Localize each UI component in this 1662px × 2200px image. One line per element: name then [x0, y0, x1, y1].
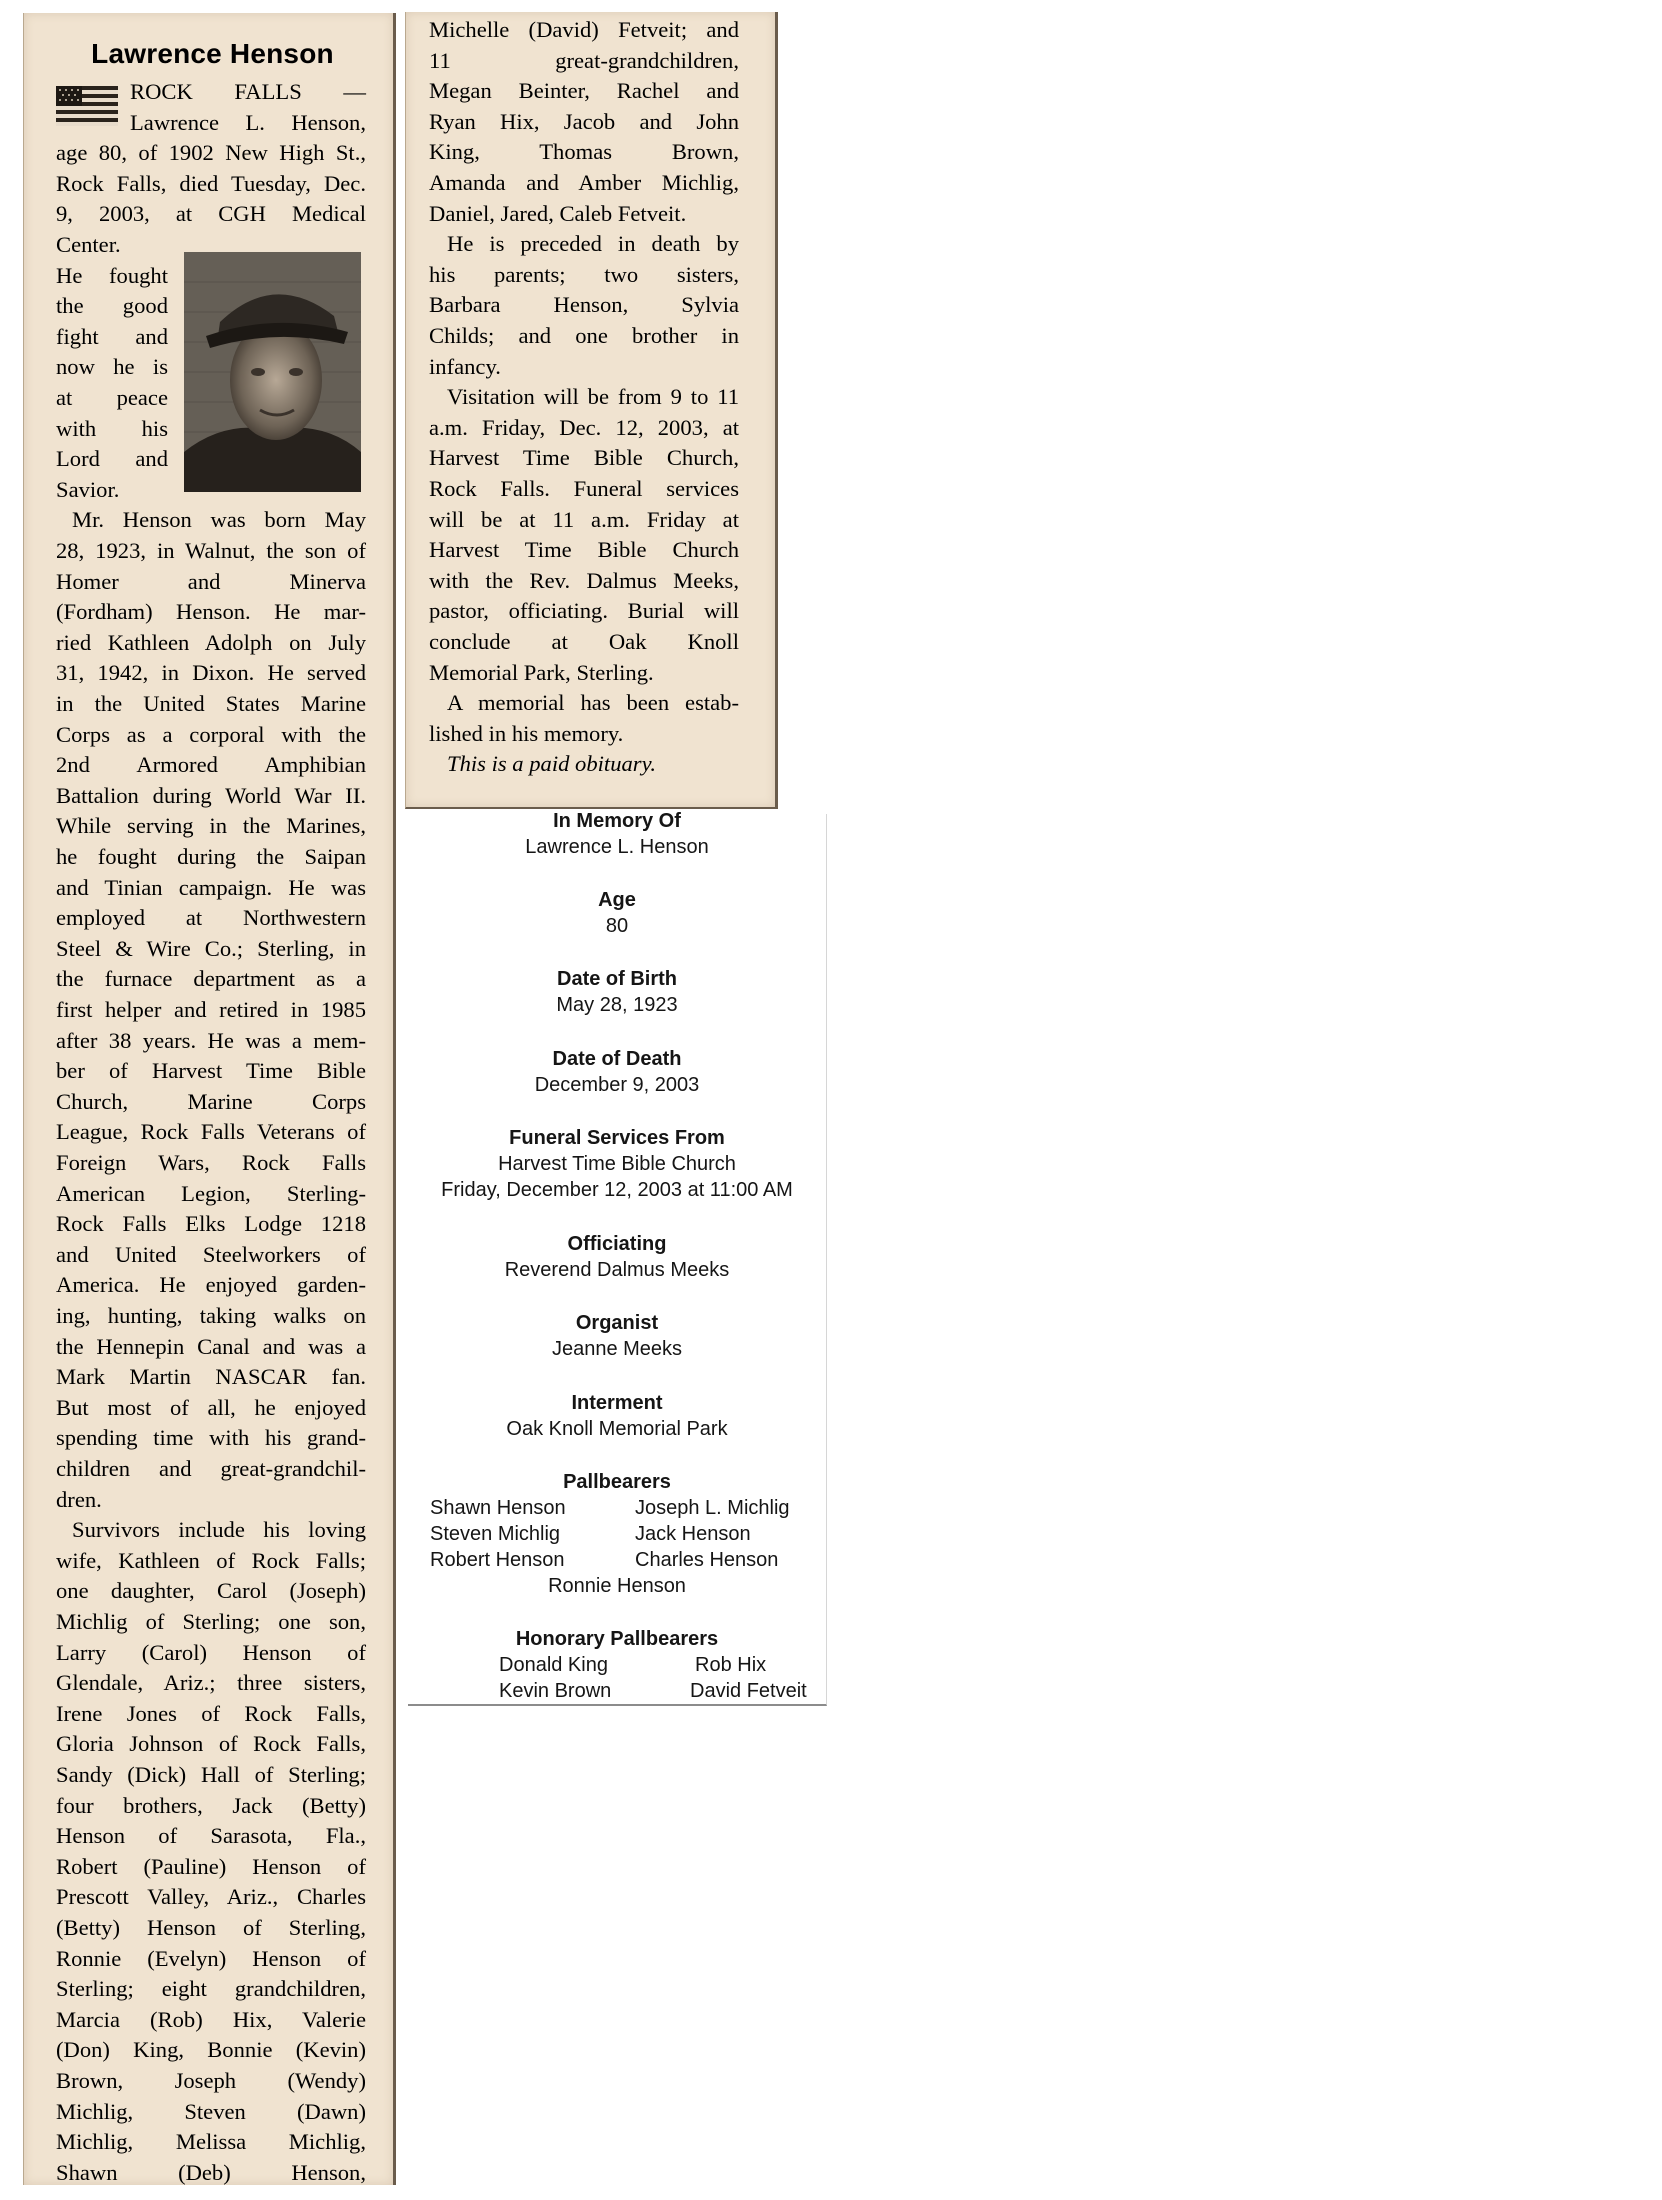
- obituary-text-line: 9, 2003, at CGH Medical: [56, 201, 366, 227]
- obituary-text-line: America. He enjoyed garden-: [56, 1272, 366, 1298]
- obituary-text-line: But most of all, he enjoyed: [56, 1394, 366, 1420]
- obituary-text-line: Lord and: [56, 446, 168, 472]
- obituary-text-line: with the Rev. Dalmus Meeks,: [429, 567, 739, 593]
- obituary-text-line: Larry (Carol) Henson of: [56, 1639, 366, 1665]
- obituary-text-line: he fought during the Saipan: [56, 844, 366, 869]
- obituary-text-line: Sandy (Dick) Hall of Sterling;: [56, 1762, 366, 1787]
- obituary-text-line: now he is: [56, 354, 168, 380]
- us-flag-icon: [56, 86, 118, 126]
- obituary-text-line: spending time with his grand-: [56, 1425, 366, 1451]
- obituary-text-line: King, Thomas Brown,: [429, 139, 739, 165]
- obituary-text-line: ROCK FALLS —: [130, 79, 366, 104]
- obituary-text-line: his parents; two sisters,: [429, 261, 739, 287]
- interment-value: Oak Knoll Memorial Park: [506, 1418, 728, 1440]
- obituary-text-line: dren.: [56, 1486, 102, 1512]
- obituary-text-line: age 80, of 1902 New High St.,: [56, 140, 366, 166]
- obituary-text-line: children and great-grandchil-: [56, 1456, 366, 1481]
- honorary-pallbearer-name: Donald King: [499, 1654, 608, 1676]
- in-memory-heading: In Memory Of: [553, 810, 681, 832]
- pallbearer-name: Joseph L. Michlig: [635, 1497, 790, 1519]
- obituary-text-line: Michelle (David) Fetveit; and: [429, 17, 739, 42]
- obituary-text-line: Michlig, Melissa Michlig,: [56, 2129, 366, 2155]
- birth-value: May 28, 1923: [556, 994, 678, 1016]
- obituary-text-line: in the United States Marine: [56, 691, 366, 716]
- age-value: 80: [605, 915, 629, 937]
- obituary-text-line: Homer and Minerva: [56, 568, 366, 594]
- obituary-text-line: the furnace department as a: [56, 966, 366, 992]
- obituary-text-line: Ronnie (Evelyn) Henson of: [56, 1945, 366, 1971]
- interment-heading: Interment: [571, 1392, 663, 1414]
- obituary-text-line: four brothers, Jack (Betty): [56, 1792, 366, 1818]
- obituary-text-line: ried Kathleen Adolph on July: [56, 629, 366, 655]
- obituary-text-line: Rock Falls, died Tuesday, Dec.: [56, 170, 366, 196]
- portrait-photo: [184, 252, 361, 492]
- birth-heading: Date of Birth: [557, 968, 677, 990]
- age-heading: Age: [598, 889, 636, 911]
- organist-heading: Organist: [575, 1312, 659, 1334]
- pallbearer-name: Ronnie Henson: [548, 1575, 686, 1597]
- honorary-heading: Honorary Pallbearers: [515, 1628, 719, 1650]
- obituary-text-line: 28, 1923, in Walnut, the son of: [56, 538, 366, 563]
- obituary-text-line: Ryan Hix, Jacob and John: [429, 108, 739, 134]
- obituary-text-line: Brown, Joseph (Wendy): [56, 2068, 366, 2093]
- obituary-text-line: While serving in the Marines,: [56, 813, 366, 839]
- pallbearer-name: Steven Michlig: [430, 1523, 561, 1545]
- obituary-text-line: Rock Falls. Funeral services: [429, 476, 739, 501]
- obituary-text-line: He fought: [56, 262, 168, 288]
- obituary-text-line: ber of Harvest Time Bible: [56, 1058, 366, 1084]
- obituary-text-line: Rock Falls Elks Lodge 1218: [56, 1211, 366, 1237]
- death-heading: Date of Death: [552, 1048, 682, 1070]
- obituary-text-line: wife, Kathleen of Rock Falls;: [56, 1547, 366, 1573]
- obituary-text-line: 31, 1942, in Dixon. He served: [56, 660, 366, 686]
- honorary-pallbearer-name: Kevin Brown: [499, 1680, 612, 1702]
- obituary-text-line: Mr. Henson was born May: [72, 507, 366, 533]
- obituary-text-line: Robert (Pauline) Henson of: [56, 1853, 366, 1879]
- obituary-text-line: pastor, officiating. Burial will: [429, 598, 739, 624]
- obituary-text-line: conclude at Oak Knoll: [429, 629, 739, 654]
- deceased-name: Lawrence L. Henson: [525, 836, 709, 858]
- obituary-text-line: Henson of Sarasota, Fla.,: [56, 1823, 366, 1849]
- obituary-text-line: the Hennepin Canal and was a: [56, 1333, 366, 1359]
- obituary-text-line: employed at Northwestern: [56, 905, 366, 931]
- obituary-text-line: first helper and retired in 1985: [56, 997, 366, 1022]
- death-value: December 9, 2003: [534, 1074, 700, 1096]
- pallbearers-heading: Pallbearers: [563, 1471, 671, 1493]
- pallbearer-name: Charles Henson: [635, 1549, 779, 1571]
- obituary-text-line: Battalion during World War II.: [56, 782, 366, 808]
- obituary-text-line: ing, hunting, taking walks on: [56, 1303, 366, 1328]
- obituary-text-line: League, Rock Falls Veterans of: [56, 1119, 366, 1145]
- obituary-text-line: with his: [56, 415, 168, 441]
- obituary-text-line: Amanda and Amber Michlig,: [429, 170, 739, 195]
- obituary-text-line: one daughter, Carol (Joseph): [56, 1578, 366, 1604]
- obituary-text-line: Megan Beinter, Rachel and: [429, 78, 739, 104]
- obituary-text-line: fight and: [56, 323, 168, 349]
- obituary-text-line: Daniel, Jared, Caleb Fetveit.: [429, 200, 687, 226]
- obituary-text-line: Savior.: [56, 476, 120, 502]
- obituary-text-line: infancy.: [429, 353, 501, 379]
- obituary-text-line: Steel & Wire Co.; Sterling, in: [56, 935, 366, 961]
- services-place: Harvest Time Bible Church: [498, 1153, 736, 1175]
- obituary-text-line: Barbara Henson, Sylvia: [429, 292, 739, 318]
- obituary-text-line: after 38 years. He was a mem-: [56, 1027, 366, 1053]
- obituary-text-line: American Legion, Sterling-: [56, 1180, 366, 1206]
- services-time: Friday, December 12, 2003 at 11:00 AM: [441, 1179, 793, 1201]
- honorary-pallbearer-name: David Fetveit: [690, 1680, 807, 1702]
- obituary-text-line: Irene Jones of Rock Falls,: [56, 1700, 366, 1726]
- obituary-text-line: Glendale, Ariz.; three sisters,: [56, 1670, 366, 1696]
- obituary-text-line: He is preceded in death by: [447, 231, 739, 257]
- obituary-text-line: and United Steelworkers of: [56, 1241, 366, 1267]
- obituary-text-line: Memorial Park, Sterling.: [429, 659, 654, 685]
- honorary-pallbearer-name: Rob Hix: [695, 1654, 767, 1676]
- obituary-text-line: 2nd Armored Amphibian: [56, 752, 366, 778]
- obituary-text-line: Gloria Johnson of Rock Falls,: [56, 1731, 366, 1757]
- obituary-text-line: will be at 11 a.m. Friday at: [429, 506, 739, 532]
- obituary-text-line: Harvest Time Bible Church: [429, 537, 739, 563]
- pallbearer-name: Shawn Henson: [430, 1497, 566, 1519]
- obituary-text-line: and Tinian campaign. He was: [56, 874, 366, 900]
- obituary-text-line: lished in his memory.: [429, 720, 624, 746]
- obituary-text-line: Corps as a corporal with the: [56, 721, 366, 747]
- pallbearer-name: Robert Henson: [430, 1549, 565, 1571]
- officiating-value: Reverend Dalmus Meeks: [504, 1259, 730, 1281]
- obituary-text-line: Center.: [56, 232, 121, 257]
- memorial-card: [408, 810, 827, 1706]
- obituary-text-line: Foreign Wars, Rock Falls: [56, 1150, 366, 1175]
- services-heading: Funeral Services From: [509, 1127, 725, 1149]
- obituary-text-line: (Fordham) Henson. He mar-: [56, 599, 366, 625]
- obituary-text-line: (Betty) Henson of Sterling,: [56, 1915, 366, 1940]
- obituary-text-line: Michlig of Sterling; one son,: [56, 1609, 366, 1634]
- obituary-text-line: 11 great-grandchildren,: [429, 47, 739, 73]
- obituary-text-line: the good: [56, 293, 168, 319]
- officiating-heading: Officiating: [567, 1233, 667, 1255]
- organist-value: Jeanne Meeks: [551, 1338, 683, 1360]
- obituary-text-line: Church, Marine Corps: [56, 1088, 366, 1114]
- obituary-text-line: This is a paid obituary.: [447, 751, 657, 777]
- obituary-text-line: Lawrence L. Henson,: [130, 109, 366, 135]
- obituary-text-line: Survivors include his loving: [72, 1517, 366, 1543]
- pallbearer-name: Jack Henson: [635, 1523, 751, 1545]
- obituary-text-line: Michlig, Steven (Dawn): [56, 2098, 366, 2124]
- obituary-text-line: Marcia (Rob) Hix, Valerie: [56, 2006, 366, 2032]
- obituary-text-line: A memorial has been estab-: [447, 690, 739, 716]
- obituary-text-line: Shawn (Deb) Henson,: [56, 2159, 366, 2185]
- obituary-text-line: Mark Martin NASCAR fan.: [56, 1364, 366, 1390]
- obituary-text-line: (Don) King, Bonnie (Kevin): [56, 2037, 366, 2063]
- obituary-text-line: a.m. Friday, Dec. 12, 2003, at: [429, 414, 739, 440]
- obituary-text-line: Harvest Time Bible Church,: [429, 445, 739, 471]
- obituary-text-line: Visitation will be from 9 to 11: [447, 384, 739, 410]
- obituary-text-line: Childs; and one brother in: [429, 323, 739, 348]
- obituary-text-line: at peace: [56, 385, 168, 410]
- obituary-text-line: Sterling; eight grandchildren,: [56, 1976, 366, 2002]
- obituary-text-line: Prescott Valley, Ariz., Charles: [56, 1884, 366, 1910]
- obituary-headline: Lawrence Henson: [91, 38, 334, 69]
